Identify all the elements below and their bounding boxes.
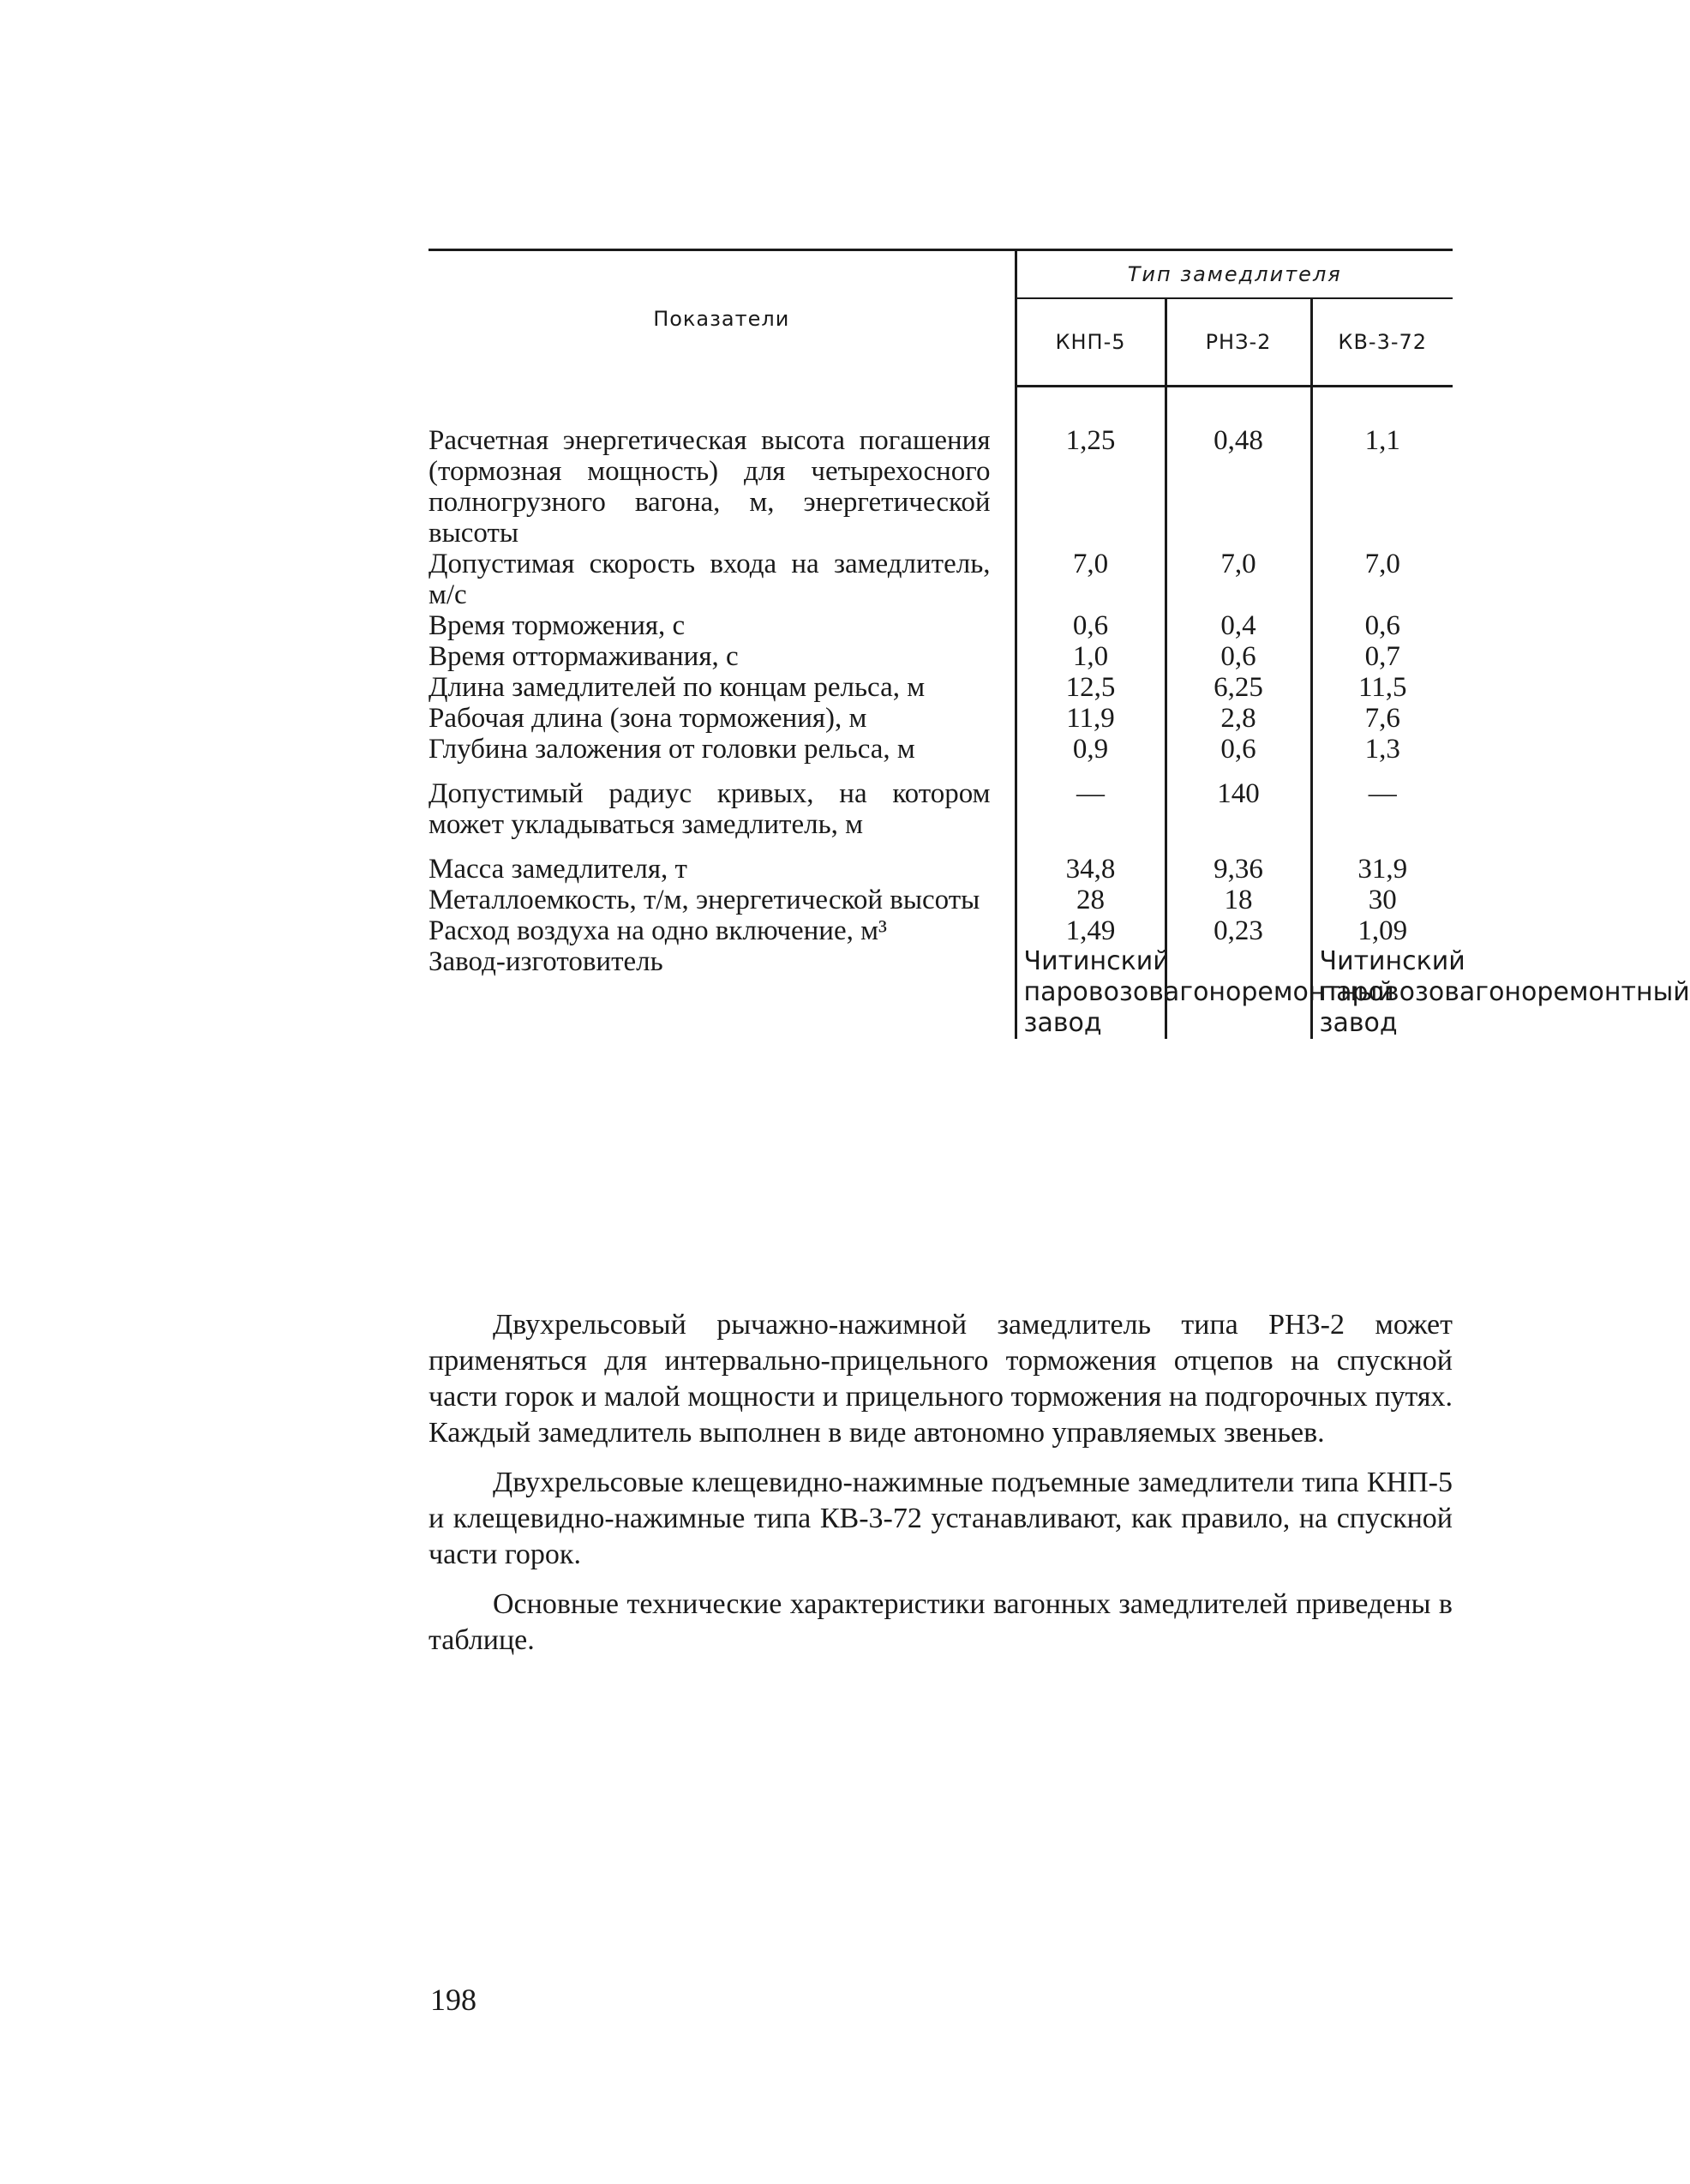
value-kv372: 30 [1311, 885, 1453, 915]
table-row [428, 915, 1453, 946]
row-name: Допустимая скорость входа на замедлитель, м/с [428, 549, 991, 610]
value-rnz2: 0,6 [1166, 641, 1311, 672]
value-kv372: 1,1 [1311, 425, 1453, 549]
header-type-kv372: КВ-3-72 [1311, 298, 1453, 387]
value-kv372: 1,09 [1311, 915, 1453, 946]
value-kv372: 0,7 [1311, 641, 1453, 672]
row-name: Глубина заложения от головки рельса, м [428, 734, 915, 765]
table-body [428, 425, 1690, 1039]
value-knp5: 1,25 [1016, 425, 1166, 549]
value-rnz2: 6,25 [1166, 672, 1311, 703]
header-type-knp5: КНП-5 [1016, 298, 1166, 387]
body-text [428, 1307, 1453, 1672]
row-name: Время торможения, с [428, 610, 686, 641]
table-row [428, 703, 1453, 734]
value-kv372: 0,6 [1311, 610, 1453, 641]
value-kv372: 1,3 [1311, 734, 1453, 765]
spec-table-area [428, 249, 1690, 1039]
value-rnz2: 7,0 [1166, 549, 1311, 610]
value-knp5: 28 [1016, 885, 1166, 915]
value-knp5: 1,0 [1016, 641, 1166, 672]
table-row [428, 946, 1453, 1039]
paragraph-rnz2: Двухрельсовый рычажно-нажимной замедлитель типа РНЗ-2 может применяться для интервально-прицельного торможения отцепов на спускной части горок и малой мощности и прицельного торможения на подгорочных путях. Каждый замедлитель выполнен в виде автономно управляемых звеньев. [428, 1309, 1453, 1449]
value-rnz2: 0,6 [1166, 734, 1311, 765]
value-rnz2: 140 [1166, 765, 1311, 840]
value-rnz2: 2,8 [1166, 703, 1311, 734]
header-type-group [1016, 250, 1453, 299]
paragraph-knp5-kv372: Двухрельсовые клещевидно-нажимные подъемные замедлители типа КНП-5 и клещевидно-нажимные типа КВ-3-72 устанавливают, как правило, на спускной части горок. [428, 1467, 1453, 1570]
value-kv372: 11,5 [1311, 672, 1453, 703]
value-kv372: 31,9 [1311, 840, 1453, 885]
row-name: Расход воздуха на одно включение, м³ [428, 915, 887, 946]
value-knp5: 12,5 [1016, 672, 1166, 703]
value-kv372: 7,0 [1311, 549, 1453, 610]
value-knp5: 0,6 [1016, 610, 1166, 641]
row-name: Масса замедлителя, т [428, 854, 687, 885]
value-knp5: 11,9 [1016, 703, 1166, 734]
row-name: Длина замедлителей по концам рельса, м [428, 672, 926, 703]
value-rnz2: 9,36 [1166, 840, 1311, 885]
table-row [428, 549, 1453, 610]
value-kv372: — [1311, 765, 1453, 840]
value-rnz2: 0,4 [1166, 610, 1311, 641]
table-row [428, 734, 1453, 765]
value-kv372: 7,6 [1311, 703, 1453, 734]
page-number: 198 [430, 1983, 476, 2017]
row-name: Рабочая длина (зона торможения), м [428, 703, 867, 734]
table-row [428, 840, 1453, 885]
value-knp5: 7,0 [1016, 549, 1166, 610]
retarder-spec-table [428, 249, 1690, 1039]
header-type-rnz2: РНЗ-2 [1166, 298, 1311, 387]
value-rnz2: 0,23 [1166, 915, 1311, 946]
table-row [428, 425, 1453, 549]
table-row [428, 610, 1453, 641]
row-name: Расчетная энергетическая высота погашения (тормозная мощность) для четырехосного полногрузного вагона, м, энергетической высоты [428, 425, 991, 549]
row-name: Время оттормаживания, с [428, 641, 739, 672]
value-rnz2: 0,48 [1166, 425, 1311, 549]
row-name: Металлоемкость, т/м, энергетической высоты [428, 885, 980, 915]
value-knp5: 1,49 [1016, 915, 1166, 946]
table-row [428, 885, 1453, 915]
table-row [428, 765, 1453, 840]
value-knp5: 0,9 [1016, 734, 1166, 765]
table-row [428, 672, 1453, 703]
value-kv372: Читинский паровозовагоноремонтный завод [1311, 946, 1453, 1039]
header-type-group-label: Тип замедлителя [1127, 262, 1342, 286]
row-name: Допустимый радиус кривых, на котором может укладываться замедлитель, м [428, 778, 991, 840]
value-knp5: Читинский паровозовагоноремонтный завод [1016, 946, 1166, 1039]
value-knp5: — [1016, 765, 1166, 840]
header-indicators: Показатели [653, 306, 790, 331]
table-row [428, 641, 1453, 672]
paragraph-table-reference: Основные технические характеристики вагонных замедлителей приведены в таблице. [428, 1588, 1453, 1656]
value-rnz2: 18 [1166, 885, 1311, 915]
row-name: Завод-изготовитель [428, 946, 663, 977]
value-knp5: 34,8 [1016, 840, 1166, 885]
